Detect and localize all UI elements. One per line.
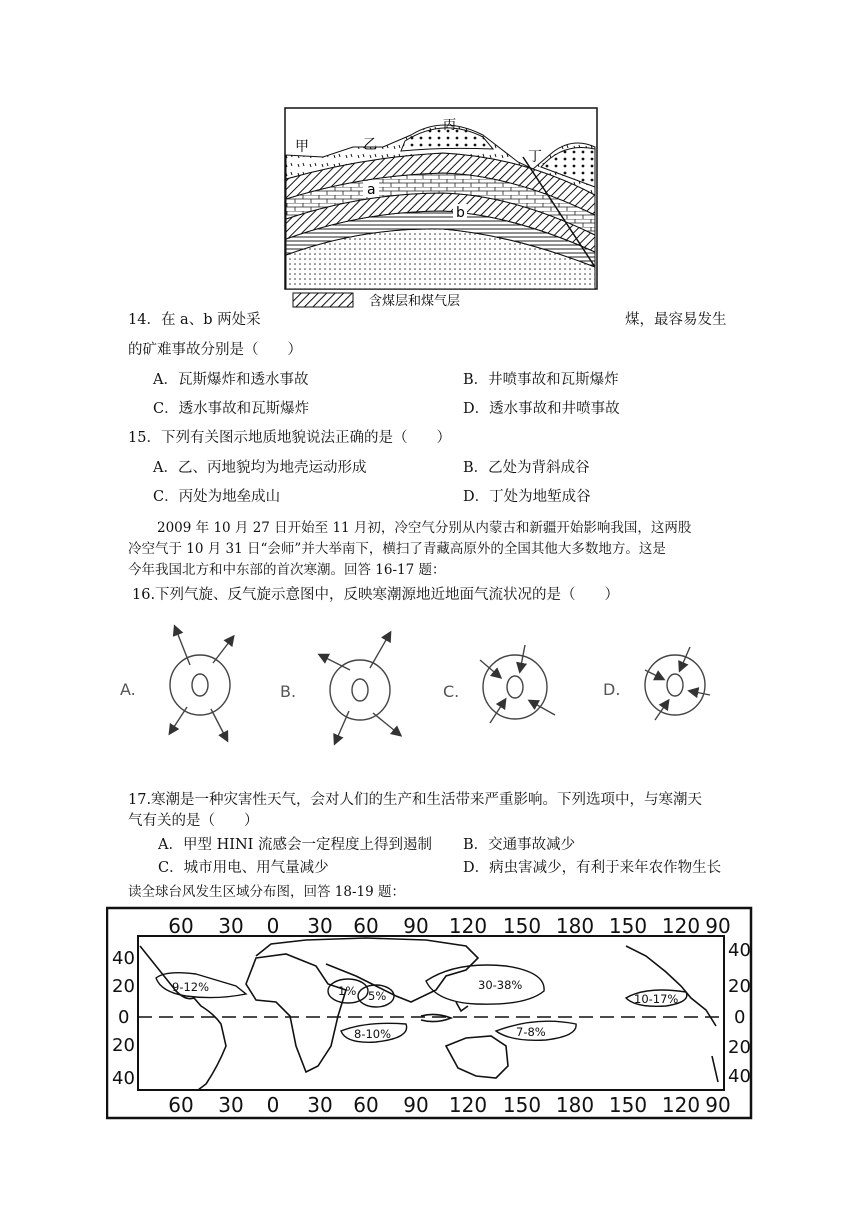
legend-label: 含煤层和煤气层 [369,294,461,309]
lon-top-5: 90 [403,914,429,938]
lon-top-1: 30 [218,914,244,938]
typhoon-map [106,906,754,1122]
lon-top-3: 30 [307,914,333,938]
diagram-label-d: D. [603,680,621,699]
typhoon-map-svg [106,906,754,1122]
lat-right-4: 40 [728,1066,751,1087]
region-label-nw-pacific: 30-38% [478,978,523,992]
q14-option-d[interactable]: D．透水事故和井喷事故 [463,401,620,417]
lon-top-10: 120 [661,914,701,938]
label-yi: 乙 [363,137,377,153]
q14-line1-left: 14．在 a、b 两处采 [128,312,261,328]
lon-bottom-0: 60 [168,1093,194,1117]
q17-option-c[interactable]: C．城市用电、用气量减少 [158,860,329,876]
diagram-a [170,627,233,740]
legend-swatch [293,293,353,307]
diagram-d [645,647,710,720]
region-label-sw-pacific: 7-8% [516,1025,546,1039]
passage-line1: 2009 年 10 月 27 日开始至 11 月初，冷空气分别从内蒙古和新疆开始影响我国，这两股 [157,520,692,536]
lon-bottom-2: 0 [266,1093,280,1117]
diagram-label-a: A. [120,680,136,699]
q14-option-a[interactable]: A．瓦斯爆炸和透水事故 [153,372,309,388]
label-a: a [367,182,376,198]
lon-bottom-11: 90 [705,1093,731,1117]
q15-option-c[interactable]: C．丙处为地垒成山 [153,489,281,505]
diagram-label-c: C. [443,682,460,701]
region-label-atlantic: 9-12% [172,980,210,994]
cyclone-diagram-set [115,615,735,755]
q16-stem: 16.下列气旋、反气旋示意图中，反映寒潮源地近地面气流状况的是（ ） [132,587,620,603]
q17-option-d[interactable]: D．病虫害减少，有利于来年农作物生长 [463,860,722,876]
lon-bottom-6: 120 [448,1093,488,1117]
lat-right-0: 40 [728,940,751,961]
q17-line1: 17.寒潮是一种灾害性天气，会对人们的生产和生活带来严重影响。下列选项中，与寒潮天 [128,792,703,808]
q17-option-a[interactable]: A．甲型 HINI 流感会一定程度上得到遏制 [158,837,432,853]
q14-option-c[interactable]: C．透水事故和瓦斯爆炸 [153,401,310,417]
passage-line3: 今年我国北方和中东部的首次寒潮。回答 16-17 题： [128,562,446,578]
q15-stem: 15．下列有关图示地质地貌说法正确的是（ ） [128,430,451,446]
lat-left-2: 0 [118,1007,130,1028]
lon-bottom-7: 150 [502,1093,542,1117]
lon-top-8: 180 [555,914,595,938]
label-b: b [456,205,465,221]
lon-top-11: 90 [705,914,731,938]
q17-line2: 气有关的是（ ） [128,813,259,829]
lon-bottom-1: 30 [218,1093,244,1117]
geology-cross-section [283,107,601,315]
lon-bottom-9: 150 [608,1093,648,1117]
lon-bottom-10: 120 [661,1093,701,1117]
lon-bottom-4: 60 [353,1093,379,1117]
cyclone-diagrams [115,615,735,755]
lon-top-2: 0 [266,914,280,938]
lon-bottom-5: 90 [403,1093,429,1117]
q14-line1-right: 煤，最容易发生 [625,312,727,328]
q17-option-b[interactable]: B．交通事故减少 [463,837,576,853]
lat-right-2: 0 [734,1007,746,1028]
map-intro: 读全球台风发生区域分布图，回答 18-19 题： [128,884,405,900]
lat-left-0: 40 [112,948,135,969]
label-ding: 丁 [528,149,542,165]
region-label-s-indian: 8-10% [354,1027,392,1041]
lon-bottom-8: 180 [555,1093,595,1117]
q15-option-b[interactable]: B．乙处为背斜成谷 [463,460,590,476]
lat-right-1: 20 [728,976,751,997]
q14-line2: 的矿难事故分别是（ ） [128,342,302,358]
lon-top-7: 150 [502,914,542,938]
diagram-label-b: B. [280,682,297,701]
lon-top-0: 60 [168,914,194,938]
region-label-ne-pacific: 10-17% [634,992,679,1006]
label-bing: 丙 [443,118,457,133]
diagram-b [320,633,400,743]
lon-top-4: 60 [353,914,379,938]
lon-top-9: 150 [608,914,648,938]
lon-bottom-3: 30 [307,1093,333,1117]
lat-left-1: 20 [112,976,135,997]
passage-line2: 冷空气于 10 月 31 日“会师”并大举南下，横扫了青藏高原外的全国其他大多数地方。这是 [128,541,666,557]
geology-figure [283,107,601,315]
lat-left-4: 40 [112,1068,135,1089]
q14-option-b[interactable]: B．井喷事故和瓦斯爆炸 [463,372,619,388]
lon-top-6: 120 [448,914,488,938]
lat-right-3: 20 [728,1037,751,1058]
label-jia: 甲 [295,139,309,155]
q15-option-d[interactable]: D．丁处为地堑成谷 [463,489,591,505]
region-label-arabian: 1% [338,984,357,998]
region-label-bengal: 5% [368,989,387,1003]
diagram-c [480,645,555,723]
q15-option-a[interactable]: A．乙、丙地貌均为地壳运动形成 [153,460,367,476]
lat-left-3: 20 [112,1035,135,1056]
